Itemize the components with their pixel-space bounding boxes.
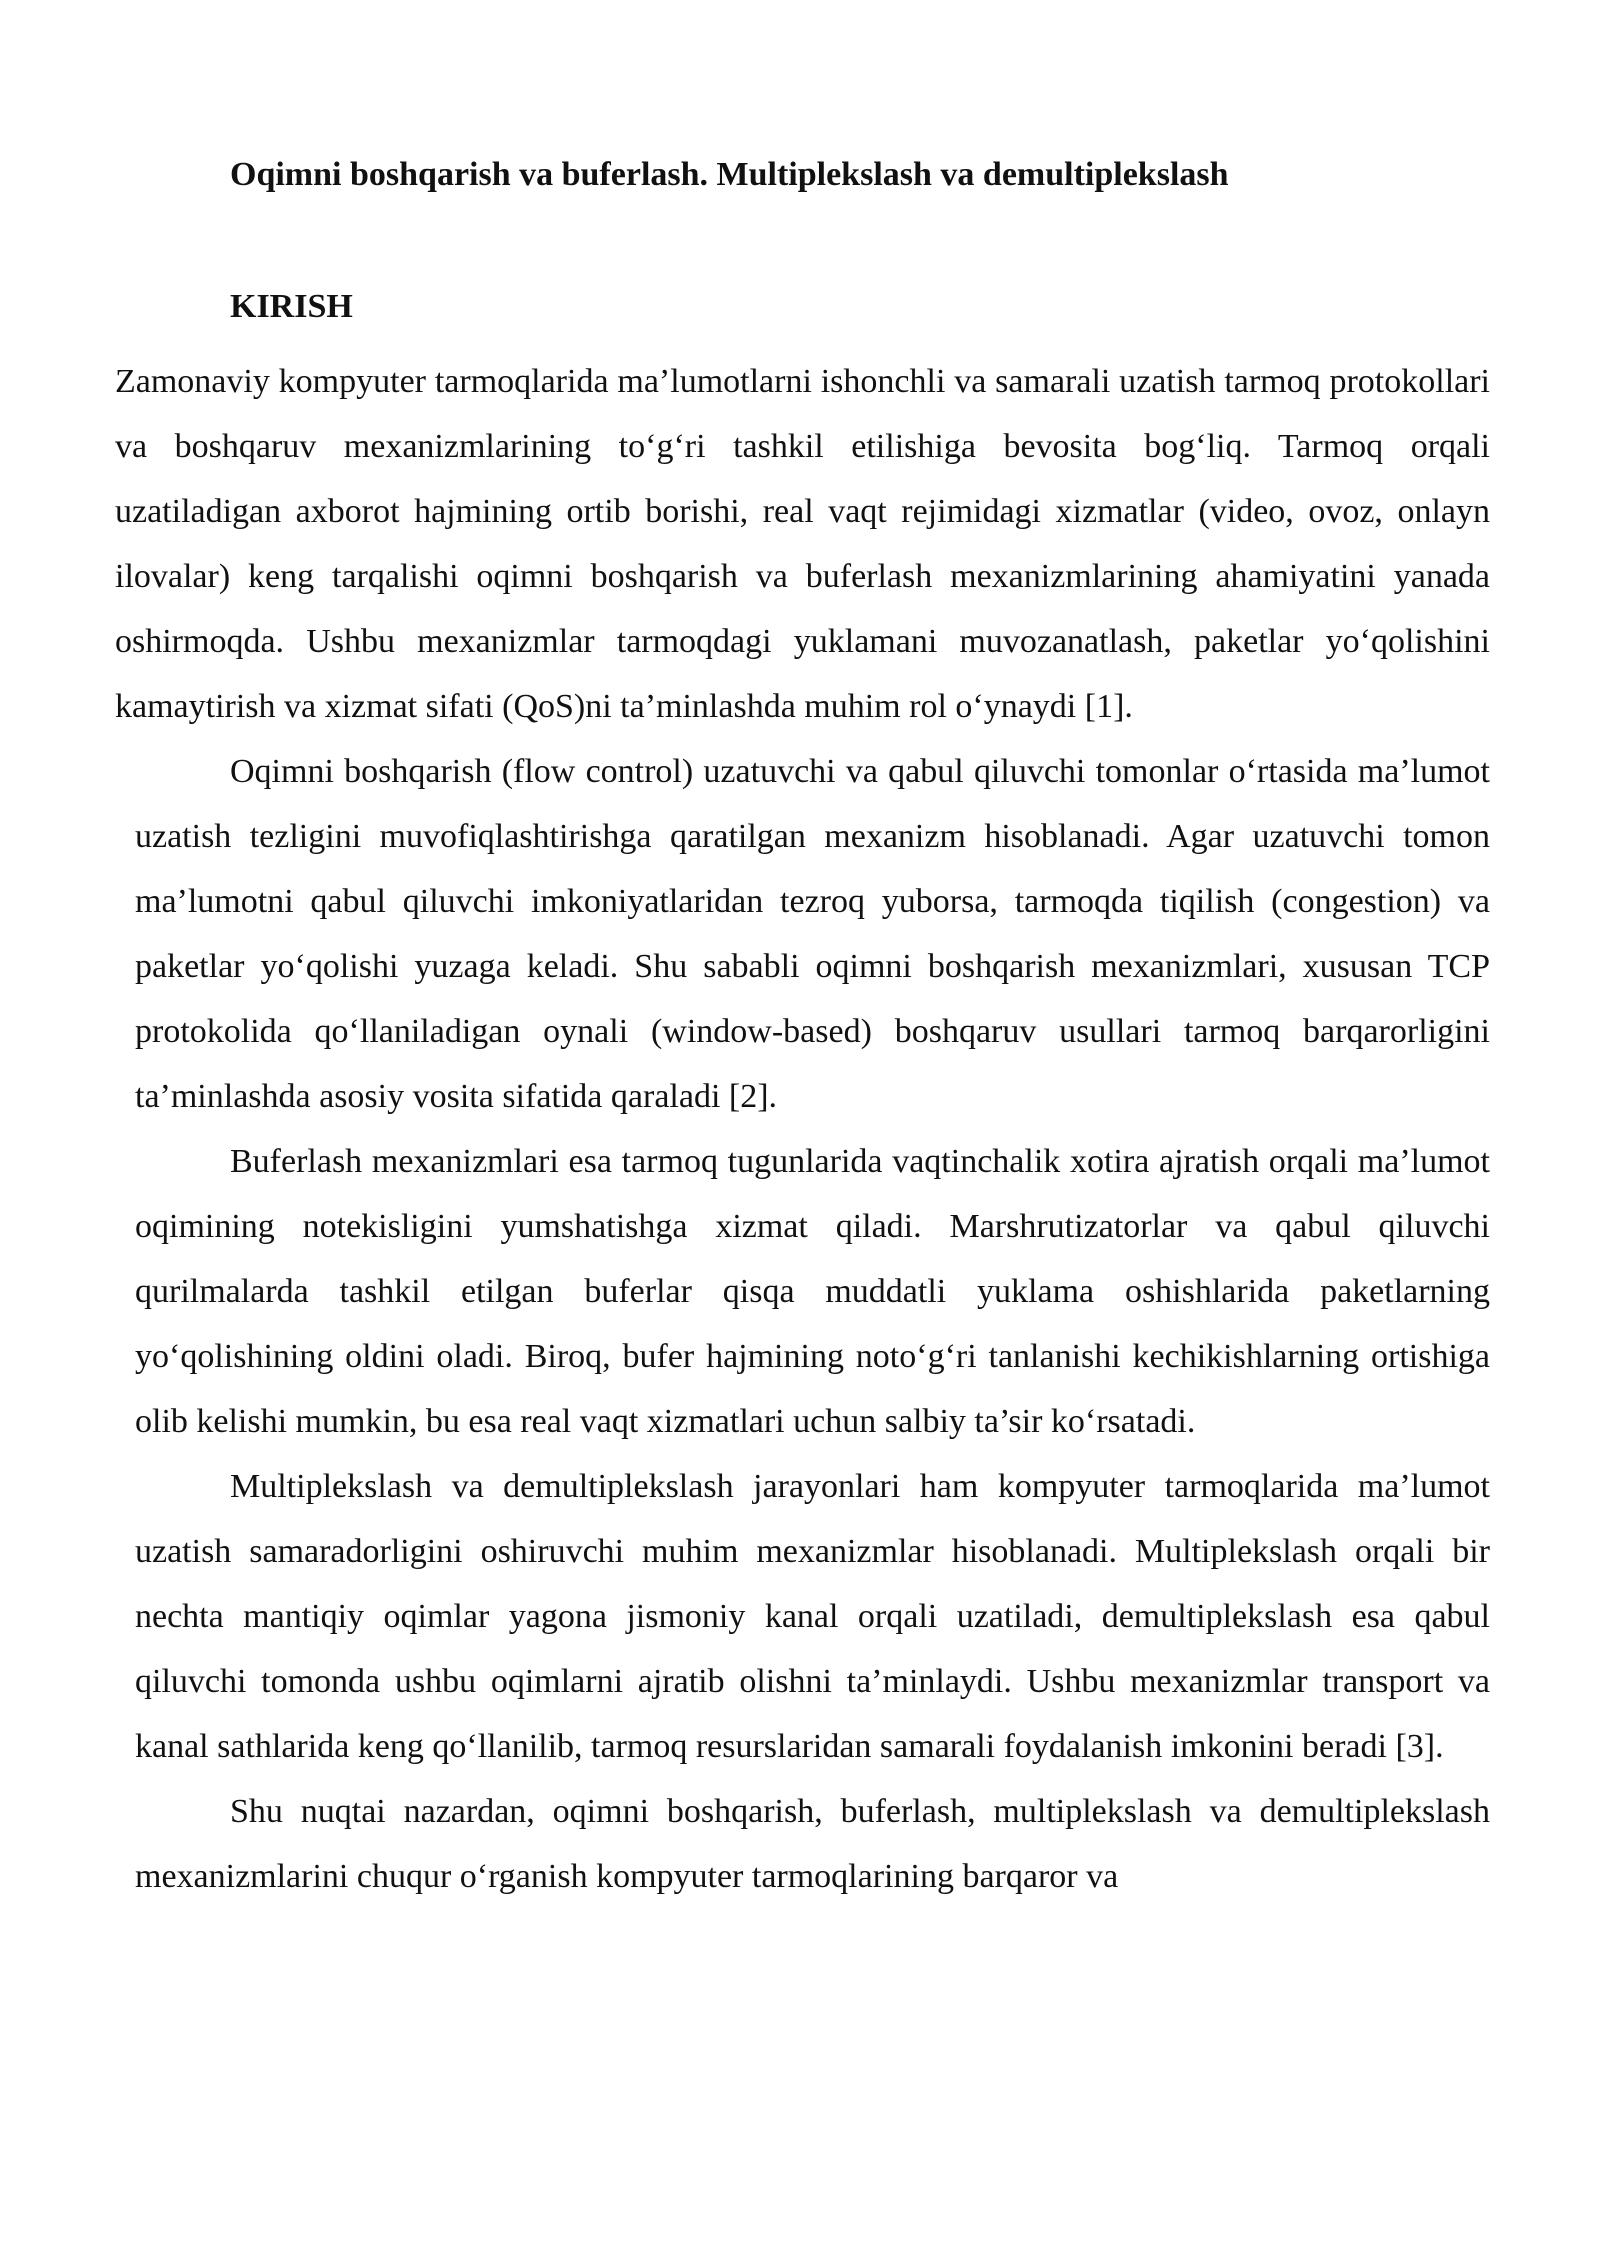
paragraph-intro: Zamonaviy kompyuter tarmoqlarida ma’lumotlarni ishonchli va samarali uzatish tarmoq protokollari va boshqaruv mexanizmlarining to‘g‘ri tashkil etilishiga bevosita bog‘liq. Tarmoq orqali uzatiladigan axborot hajmining ortib borishi, real vaqt rejimidagi xizmatlar (video, ovoz, onlayn ilovalar) keng tarqalishi oqimni boshqarish va buferlash mexanizmlarining ahamiyatini yanada oshirmoqda. Ushbu mexanizmlar tarmoqdagi yuklamani muvozanatlash, paketlar yo‘qolishini kamaytirish va xizmat sifati (QoS)ni ta’minlashda muhim rol o‘ynaydi [1].: [115, 363, 1490, 725]
paragraph-flow-control: Oqimni boshqarish (flow control) uzatuvchi va qabul qiluvchi tomonlar o‘rtasida ma’lumot uzatish tezligini muvofiqlashtirishga qaratilgan mexanizm hisoblanadi. Agar uzatuvchi tomon ma’lumotni qabul qiluvchi imkoniyatlaridan tezroq yuborsa, tarmoqda tiqilish (congestion) va paketlar yo‘qolishi yuzaga keladi. Shu sababli oqimni boshqarish mexanizmlari, xususan TCP protokolida qo‘llaniladigan oynali (window-based) boshqaruv usullari tarmoq barqarorligini ta’minlashda asosiy vosita sifatida qaraladi [2].: [135, 753, 1490, 1115]
paragraph-conclusion: Shu nuqtai nazardan, oqimni boshqarish, buferlash, multiplekslash va demultiplekslash mexanizmlarini chuqur o‘rganish kompyuter tarmoqlarining barqaror va: [135, 1793, 1490, 1895]
paragraph-buffering: Buferlash mexanizmlari esa tarmoq tugunlarida vaqtinchalik xotira ajratish orqali ma’lumot oqimining notekisligini yumshatishga xizmat qiladi. Marshrutizatorlar va qabul qiluvchi qurilmalarda tashkil etilgan buferlar qisqa muddatli yuklama oshishlarida paketlarning yo‘qolishining oldini oladi. Biroq, bufer hajmining noto‘g‘ri tanlanishi kechikishlarning ortishiga olib kelishi mumkin, bu esa real vaqt xizmatlari uchun salbiy ta’sir ko‘rsatadi.: [135, 1143, 1490, 1440]
document-title: Oqimni boshqarish va buferlash. Multiplekslash va demultiplekslash: [230, 156, 1229, 193]
document-body: [115, 349, 1490, 1909]
paragraph-multiplexing: Multiplekslash va demultiplekslash jarayonlari ham kompyuter tarmoqlarida ma’lumot uzatish samaradorligini oshiruvchi muhim mexanizmlar hisoblanadi. Multiplekslash orqali bir nechta mantiqiy oqimlar yagona jismoniy kanal orqali uzatiladi, demultiplekslash esa qabul qiluvchi tomonda ushbu oqimlarni ajratib olishni ta’minlaydi. Ushbu mexanizmlar transport va kanal sathlarida keng qo‘llanilib, tarmoq resurslaridan samarali foydalanish imkonini beradi [3].: [135, 1468, 1490, 1765]
section-heading-kirish: KIRISH: [230, 288, 353, 325]
